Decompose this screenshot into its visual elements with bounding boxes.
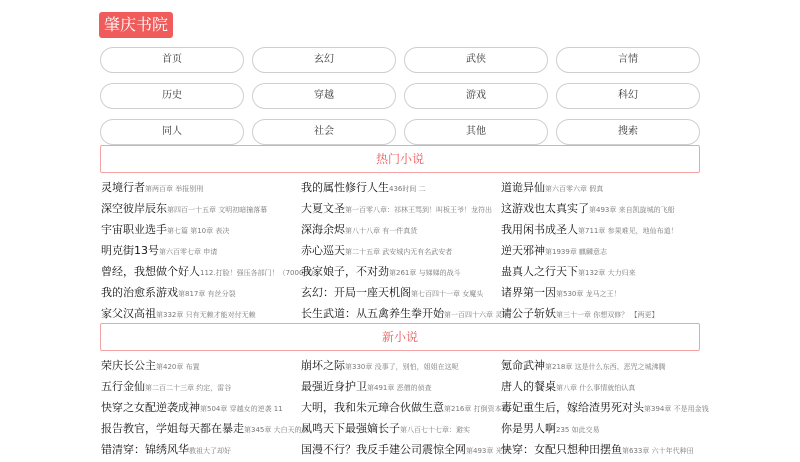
book-title-link[interactable]: 唐人的餐桌	[501, 380, 556, 393]
latest-chapter-link[interactable]: 第420章 布置	[156, 363, 200, 371]
latest-chapter-link[interactable]: 第216章 打倒资本家	[444, 405, 509, 413]
list-item	[501, 240, 701, 261]
list-item	[501, 282, 701, 303]
latest-chapter-link[interactable]: 235 如此交易	[556, 426, 600, 434]
list-item	[101, 439, 301, 460]
hot-novels-heading: 热门小说	[100, 145, 700, 173]
list-item	[101, 355, 301, 376]
list-item	[101, 261, 318, 282]
list-item	[101, 219, 301, 240]
latest-chapter-link[interactable]: 第817章 有丝分裂	[178, 290, 236, 298]
latest-chapter-link[interactable]: 第332章 只有无赖才能对付无赖	[156, 311, 256, 319]
list-item	[301, 282, 501, 303]
book-title-link[interactable]: 请公子斩妖	[501, 307, 556, 320]
list-item	[101, 177, 301, 198]
list-item	[501, 376, 701, 397]
latest-chapter-link[interactable]: 第二百二十三章 约定，雷谷	[145, 384, 232, 392]
latest-chapter-link[interactable]: 第八章 什么事情就怕认真	[556, 384, 636, 392]
nav-search-button[interactable]: 搜索	[556, 119, 700, 145]
list-item	[501, 418, 701, 439]
latest-chapter-link[interactable]: 第一百四十六章 灵气	[444, 311, 510, 319]
latest-chapter-link[interactable]: 第三十一章 你想双修？ 【两更】	[556, 311, 659, 319]
list-item	[301, 261, 501, 282]
new-novels-list	[101, 355, 709, 460]
nav-home-button[interactable]: 首页	[100, 47, 244, 73]
latest-chapter-link[interactable]: 第七百四十一章 女魔头	[411, 290, 484, 298]
latest-chapter-link[interactable]: 第218章 这是什么东西、恶咒之城沸腾	[545, 363, 666, 371]
latest-chapter-link[interactable]: 第633章 六十年代种田	[622, 447, 694, 455]
list-item	[501, 198, 701, 219]
nav-scifi-button[interactable]: 科幻	[556, 83, 700, 109]
list-item	[301, 219, 501, 240]
book-title-link[interactable]: 玄幻：开局一座天机阁	[301, 286, 411, 299]
book-title-link[interactable]: 诸界第一因	[501, 286, 556, 299]
latest-chapter-link[interactable]: 第330章 没事了，别怕，姐姐在这呢	[345, 363, 459, 371]
book-title-link[interactable]: 深海余烬	[301, 223, 345, 236]
list-item	[301, 376, 501, 397]
list-item	[301, 439, 510, 460]
nav-fanfic-button[interactable]: 同人	[100, 119, 244, 145]
book-title-link[interactable]: 最强近身护卫	[301, 380, 367, 393]
category-nav	[100, 47, 700, 155]
nav-history-button[interactable]: 历史	[100, 83, 244, 109]
latest-chapter-link[interactable]: 第六百零七章 申请	[159, 248, 218, 256]
list-item	[101, 376, 301, 397]
list-item	[501, 261, 701, 282]
latest-chapter-link[interactable]: 第七篇 第10章 表决	[167, 227, 230, 235]
book-title-link[interactable]: 曾经，我想做个好人	[101, 265, 200, 278]
latest-chapter-link[interactable]: 第八百七十七章：避实	[400, 426, 470, 434]
nav-society-button[interactable]: 社会	[252, 119, 396, 145]
site-logo[interactable]: 肇庆书院	[99, 12, 173, 38]
new-novels-heading: 新小说	[100, 323, 700, 351]
latest-chapter-link[interactable]: 第四百一十五章 文明初暗撞落幕	[167, 206, 268, 214]
latest-chapter-link[interactable]: 第491章 恶僧的侦查	[367, 384, 432, 392]
book-title-link[interactable]: 逆天邪神	[501, 244, 545, 257]
book-title-link[interactable]: 我的属性修行人生	[301, 181, 389, 194]
list-item	[501, 219, 701, 240]
latest-chapter-link[interactable]: 教祖大了却好	[189, 447, 231, 455]
book-title-link[interactable]: 我用闲书成圣人	[501, 223, 578, 236]
book-title-link[interactable]: 我家娘子，不对劲	[301, 265, 389, 278]
list-item	[101, 282, 301, 303]
book-title-link[interactable]: 道诡异仙	[501, 181, 545, 194]
list-item	[501, 177, 701, 198]
book-title-link[interactable]: 我的治愈系游戏	[101, 286, 178, 299]
latest-chapter-link[interactable]: 第一百零八章：祁林王骂到！叫板王爷！龙符出	[345, 206, 492, 214]
latest-chapter-link[interactable]: 第八十八章 有一件真货	[345, 227, 418, 235]
list-item	[301, 240, 501, 261]
hot-novels-list	[101, 177, 701, 324]
book-title-link[interactable]: 崩坏之际	[301, 359, 345, 372]
nav-row	[100, 83, 700, 109]
list-item	[101, 397, 301, 418]
latest-chapter-link[interactable]: 第132章 大力归来	[578, 269, 636, 277]
list-item	[101, 198, 301, 219]
book-title-link[interactable]: 大明，我和朱元璋合伙做生意	[301, 401, 444, 414]
list-item	[301, 303, 510, 324]
book-title-link[interactable]: 长生武道：从五禽养生拳开始	[301, 307, 444, 320]
book-title-link[interactable]: 这游戏也太真实了	[501, 202, 589, 215]
book-title-link[interactable]: 凤鸣天下最强嫡长子	[301, 422, 400, 435]
book-title-link[interactable]: 报告教官，学姐每天都在暴走	[101, 422, 244, 435]
list-item	[101, 418, 309, 439]
book-title-link[interactable]: 深空彼岸辰东	[101, 202, 167, 215]
nav-wuxia-button[interactable]: 武侠	[404, 47, 548, 73]
latest-chapter-link[interactable]: 第两百章 举报别刑	[145, 185, 204, 193]
book-title-link[interactable]: 快穿之女配逆袭成神	[101, 401, 200, 414]
nav-row	[100, 119, 700, 145]
list-item	[501, 355, 701, 376]
latest-chapter-link[interactable]: 第530章 龙马之王！	[556, 290, 621, 298]
book-title-link[interactable]: 赤心巡天	[301, 244, 345, 257]
book-title-link[interactable]: 家父汉高祖	[101, 307, 156, 320]
latest-chapter-link[interactable]: 第二十五章 武安城内无有名武安者	[345, 248, 453, 256]
list-item	[101, 240, 301, 261]
nav-chuanyue-button[interactable]: 穿越	[252, 83, 396, 109]
book-title-link[interactable]: 国漫不行？我反手建公司震惊全网	[301, 443, 466, 456]
book-title-link[interactable]: 大夏文圣	[301, 202, 345, 215]
nav-other-button[interactable]: 其他	[404, 119, 548, 145]
list-item	[301, 177, 501, 198]
list-item	[301, 198, 501, 219]
latest-chapter-link[interactable]: 第394章 不是用金钱	[644, 405, 709, 413]
book-title-link[interactable]: 明克街13号	[101, 244, 159, 257]
book-title-link[interactable]: 氪命武神	[501, 359, 545, 372]
latest-chapter-link[interactable]: 112.打脸！强压各部门！（7000字）	[200, 269, 318, 277]
list-item	[501, 397, 709, 418]
book-title-link[interactable]: 荣庆长公主	[101, 359, 156, 372]
book-title-link[interactable]: 灵境行者	[101, 181, 145, 194]
list-item	[501, 439, 701, 460]
nav-yanqing-button[interactable]: 言情	[556, 47, 700, 73]
latest-chapter-link[interactable]: 第六百零六章 假真	[545, 185, 604, 193]
latest-chapter-link[interactable]: 第1939章 麒麟意志	[545, 248, 608, 256]
book-title-link[interactable]: 宇宙职业选手	[101, 223, 167, 236]
list-item	[101, 303, 301, 324]
latest-chapter-link[interactable]: 第504章 穿越女的逆袭 11	[200, 405, 283, 413]
nav-row	[100, 47, 700, 73]
list-item	[301, 355, 501, 376]
book-title-link[interactable]: 五行金仙	[101, 380, 145, 393]
latest-chapter-link[interactable]: 第711章 参果难见，地仙布道！	[578, 227, 678, 235]
list-item	[501, 303, 701, 324]
latest-chapter-link[interactable]: 436时间 二	[389, 185, 426, 193]
latest-chapter-link[interactable]: 第493章 光明	[466, 447, 510, 455]
latest-chapter-link[interactable]: 第345章 大白天的看	[244, 426, 309, 434]
list-item	[301, 418, 501, 439]
book-title-link[interactable]: 快穿：女配只想种田摆鱼	[501, 443, 622, 456]
book-title-link[interactable]: 毒妃重生后，嫁给渣男死对头	[501, 401, 644, 414]
latest-chapter-link[interactable]: 第261章 与娣娣的战斗	[389, 269, 461, 277]
book-title-link[interactable]: 你是男人啊	[501, 422, 556, 435]
nav-game-button[interactable]: 游戏	[404, 83, 548, 109]
latest-chapter-link[interactable]: 第493章 来自凯旋城的飞船	[589, 206, 675, 214]
book-title-link[interactable]: 错清穿：锦绣风华	[101, 443, 189, 456]
nav-xuanhuan-button[interactable]: 玄幻	[252, 47, 396, 73]
book-title-link[interactable]: 蛊真人之行天下	[501, 265, 578, 278]
list-item	[301, 397, 509, 418]
